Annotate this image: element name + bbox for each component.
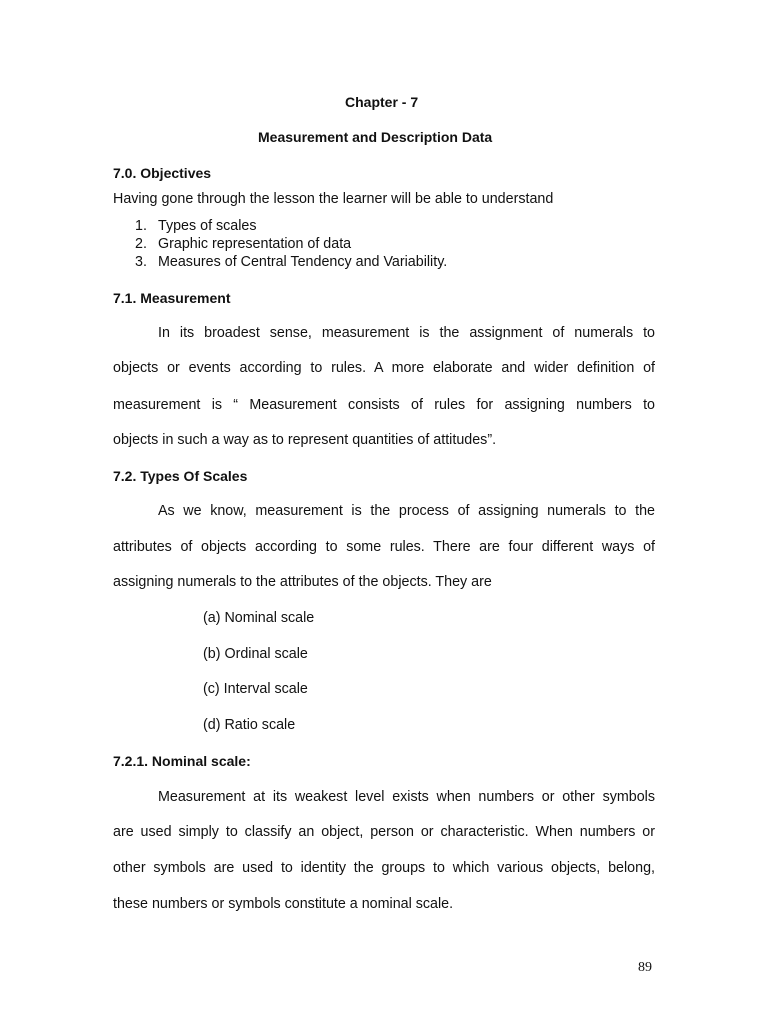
scale-item-nominal: (a) Nominal scale bbox=[203, 610, 315, 626]
scale-item-interval: (c) Interval scale bbox=[203, 681, 308, 697]
page-number: 89 bbox=[638, 960, 652, 975]
objectives-heading: 7.0. Objectives bbox=[113, 165, 212, 181]
list-number: 2. bbox=[135, 236, 147, 252]
paragraph-line: objects or events according to rules. A more elaborate and wider definition of bbox=[113, 360, 655, 376]
list-text: Types of scales bbox=[158, 218, 257, 234]
paragraph-line: assigning numerals to the attributes of the objects. They are bbox=[113, 574, 492, 590]
paragraph-line: Measurement at its weakest level exists when numbers or other symbols bbox=[158, 789, 655, 805]
paragraph-line: objects in such a way as to represent quantities of attitudes”. bbox=[113, 432, 497, 448]
chapter-label: Chapter - 7 bbox=[345, 94, 419, 110]
nominal-scale-heading: 7.2.1. Nominal scale: bbox=[113, 753, 251, 769]
objectives-list bbox=[113, 217, 447, 271]
measurement-heading: 7.1. Measurement bbox=[113, 290, 231, 306]
list-item bbox=[113, 235, 447, 253]
paragraph-line: In its broadest sense, measurement is the assignment of numerals to bbox=[158, 325, 655, 341]
scale-item-ratio: (d) Ratio scale bbox=[203, 717, 296, 733]
list-number: 1. bbox=[135, 218, 147, 234]
paragraph-line: As we know, measurement is the process of assigning numerals to the bbox=[158, 503, 655, 519]
list-text: Measures of Central Tendency and Variability. bbox=[158, 254, 448, 270]
list-text: Graphic representation of data bbox=[158, 236, 352, 252]
chapter-title: Measurement and Description Data bbox=[258, 129, 493, 145]
types-of-scales-heading: 7.2. Types Of Scales bbox=[113, 468, 248, 484]
scale-item-ordinal: (b) Ordinal scale bbox=[203, 646, 308, 662]
paragraph-line: attributes of objects according to some rules. There are four different ways of bbox=[113, 539, 655, 555]
paragraph-line: other symbols are used to identity the groups to which various objects, belong, bbox=[113, 860, 655, 876]
paragraph-line: measurement is “ Measurement consists of rules for assigning numbers to bbox=[113, 397, 655, 413]
objectives-intro: Having gone through the lesson the learner will be able to understand bbox=[113, 191, 554, 207]
list-number: 3. bbox=[135, 254, 147, 270]
list-item bbox=[113, 217, 447, 235]
list-item bbox=[113, 253, 447, 271]
paragraph-line: are used simply to classify an object, person or characteristic. When numbers or bbox=[113, 824, 655, 840]
paragraph-line: these numbers or symbols constitute a nominal scale. bbox=[113, 896, 454, 912]
